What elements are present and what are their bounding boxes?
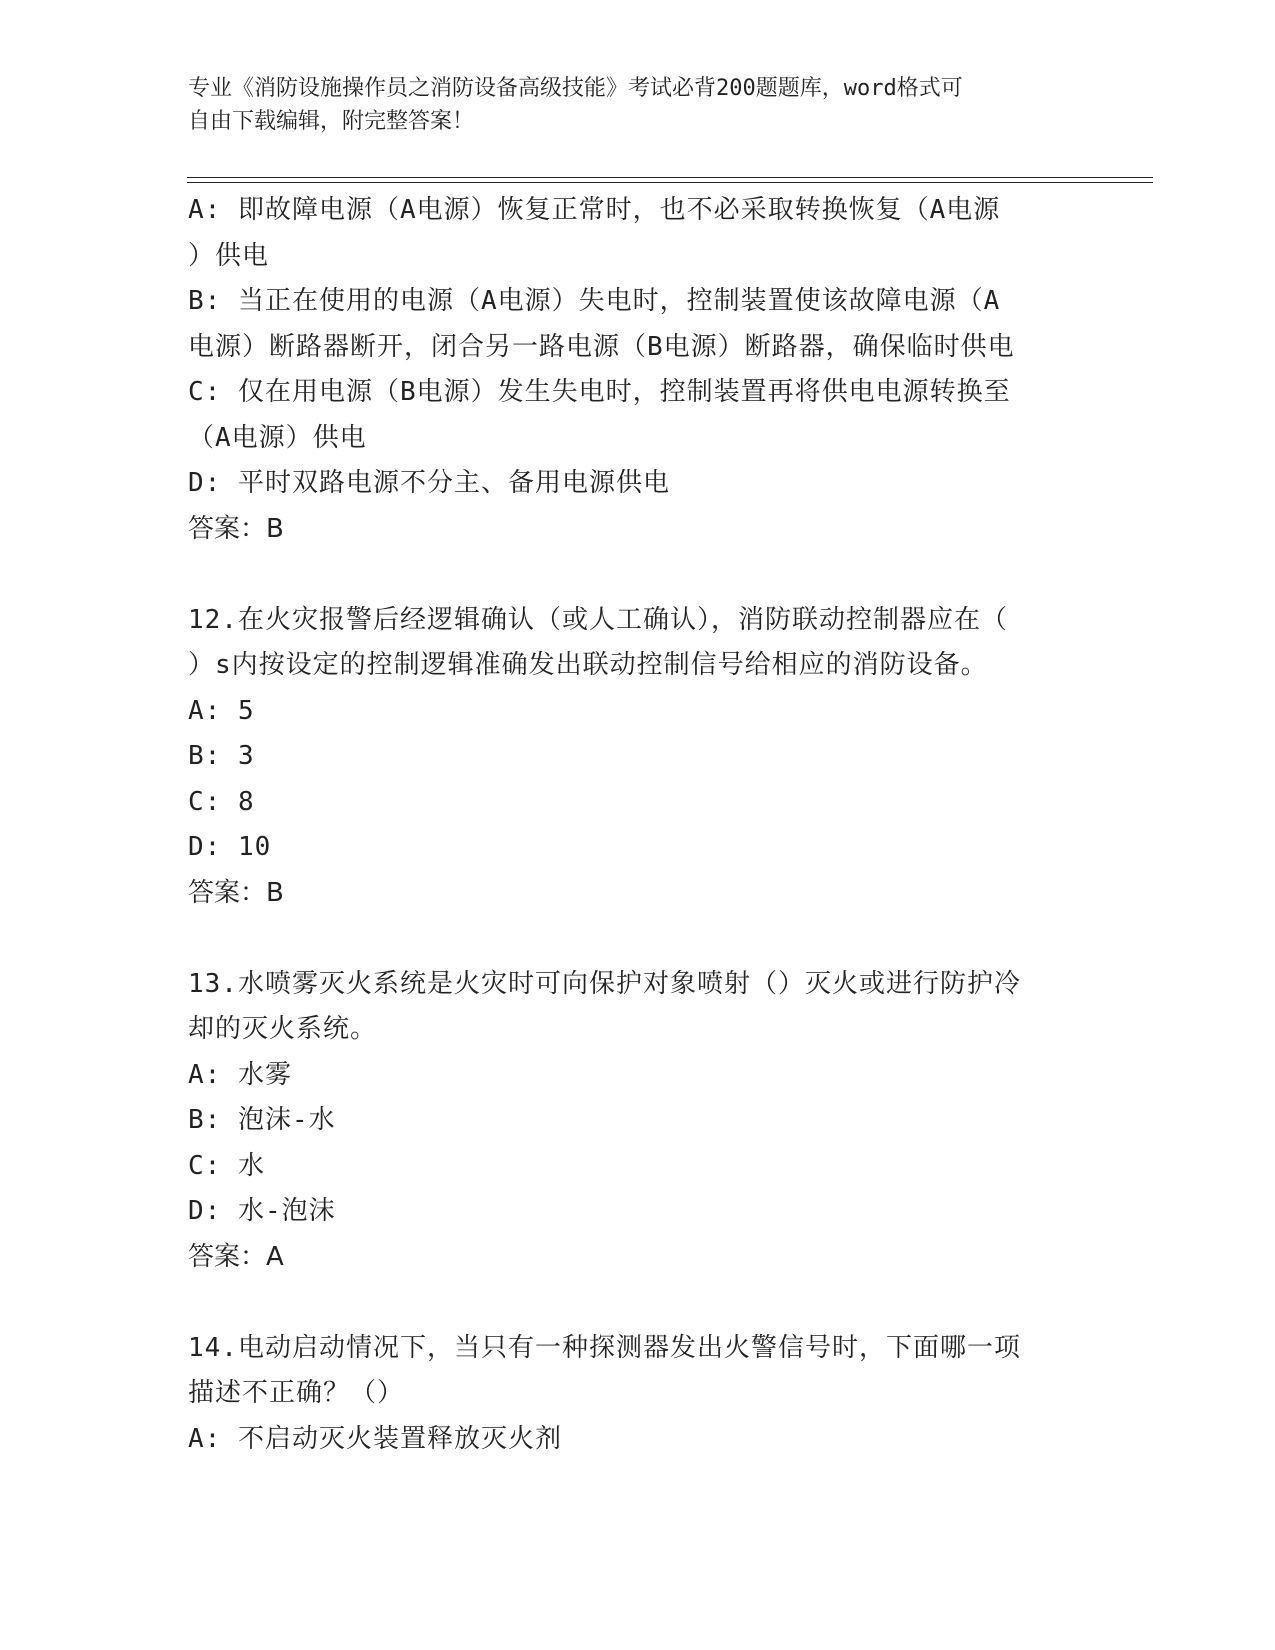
option-c-line-2: （A电源）供电 — [188, 422, 367, 453]
spacer — [188, 552, 1088, 598]
question-stem-line-1: 13.水喷雾灭火系统是火灾时可向保护对象喷射（）灭火或进行防护冷 — [188, 968, 1021, 999]
question-stem-line-2: ）s内按设定的控制逻辑准确发出联动控制信号给相应的消防设备。 — [188, 650, 988, 680]
option-a: A: 5 — [188, 695, 255, 726]
option-d: D: 平时双路电源不分主、备用电源供电 — [188, 468, 670, 498]
header-line-2: 自由下载编辑，附完整答案！ — [188, 109, 475, 134]
question-stem-line-1: 12.在火灾报警后经逻辑确认（或人工确认），消防联动控制器应在（ — [188, 604, 1008, 635]
option-c: C: 水 — [188, 1150, 265, 1181]
question-14 — [188, 1326, 1088, 1463]
option-a: A: 不启动灭火装置释放灭火剂 — [188, 1423, 562, 1454]
option-b: B: 3 — [188, 741, 255, 771]
option-a-line-2: ）供电 — [188, 240, 270, 271]
spacer — [188, 1280, 1088, 1326]
answer: 答案：A — [188, 1241, 284, 1272]
header-line-1: 专业《消防设施操作员之消防设备高级技能》考试必背200题题库，word格式可 — [188, 76, 963, 101]
question-11 — [188, 188, 1088, 552]
spacer — [188, 916, 1088, 962]
question-stem-line-2: 却的灭火系统。 — [188, 1014, 378, 1044]
option-d: D: 10 — [188, 832, 272, 862]
option-d: D: 水-泡沫 — [188, 1196, 336, 1226]
question-stem-line-2: 描述不正确？（） — [188, 1378, 405, 1408]
document-header — [188, 72, 1068, 138]
option-b: B: 泡沫-水 — [188, 1105, 336, 1135]
answer: 答案：B — [188, 513, 284, 544]
option-c: C: 8 — [188, 786, 255, 817]
option-a: A: 水雾 — [188, 1059, 292, 1090]
header-divider-bottom — [187, 182, 1153, 183]
answer: 答案：B — [188, 877, 284, 908]
option-b-line-2: 电源）断路器断开，闭合另一路电源（B电源）断路器，确保临时供电 — [188, 331, 1015, 362]
question-13 — [188, 962, 1088, 1281]
option-a-line-1: A: 即故障电源（A电源）恢复正常时，也不必采取转换恢复（A电源 — [188, 195, 1001, 225]
question-12 — [188, 598, 1088, 917]
option-b-line-1: B: 当正在使用的电源（A电源）失电时，控制装置使该故障电源（A — [188, 286, 1001, 316]
option-c-line-1: C: 仅在用电源（B电源）发生失电时，控制装置再将供电电源转换至 — [188, 377, 1011, 407]
header-divider-top — [187, 177, 1153, 178]
question-list — [188, 188, 1088, 1462]
question-stem-line-1: 14.电动启动情况下，当只有一种探测器发出火警信号时，下面哪一项 — [188, 1332, 1021, 1363]
